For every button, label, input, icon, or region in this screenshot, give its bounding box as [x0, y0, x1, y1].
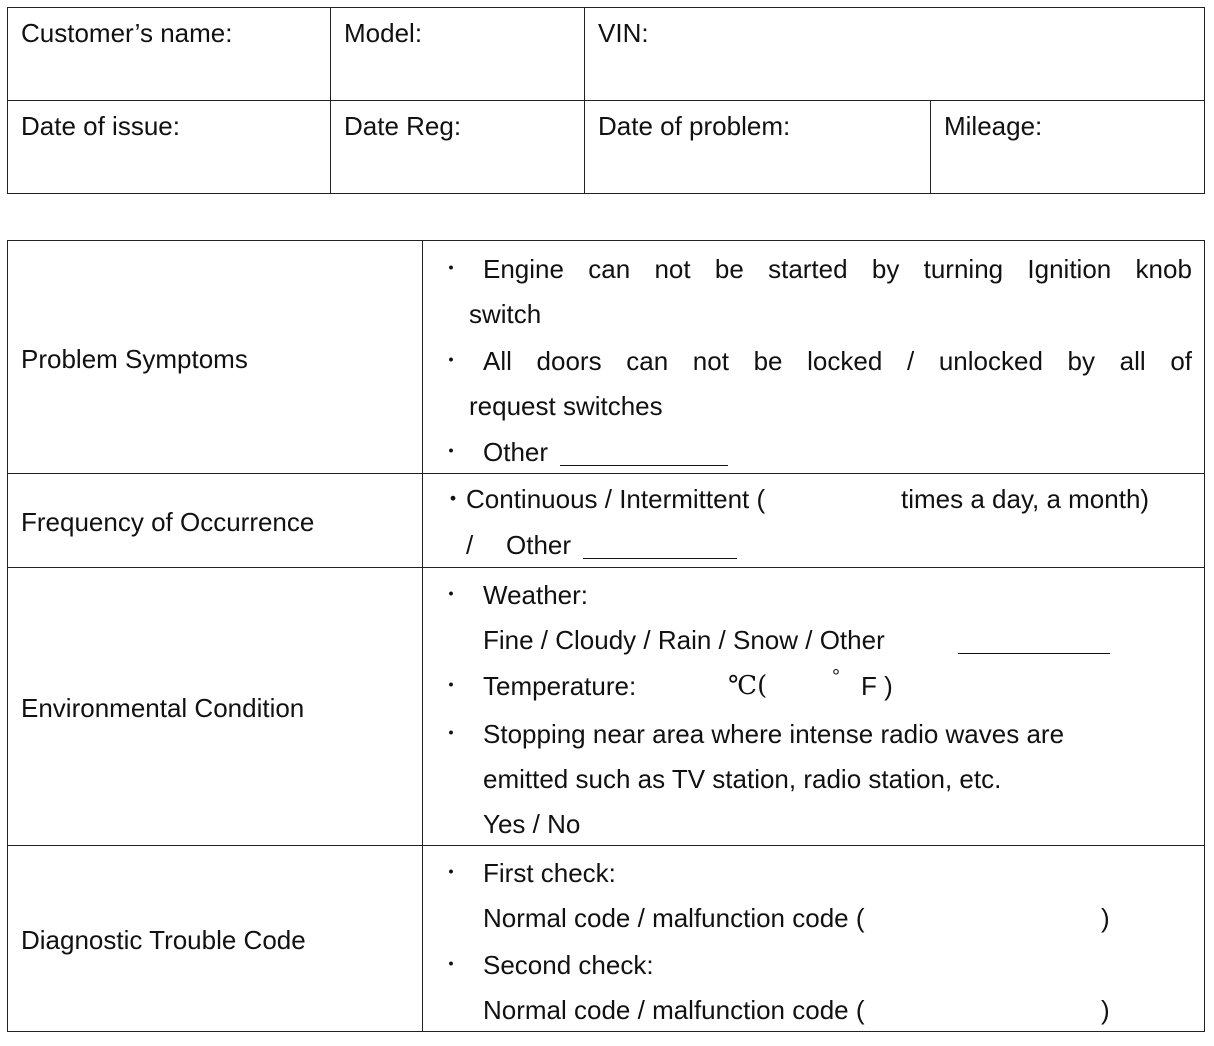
second-check-close: ) — [1101, 995, 1110, 1025]
bullet: ・ — [440, 673, 463, 698]
symptom-word: Ignition — [1027, 254, 1112, 284]
model-label: Model: — [344, 18, 423, 48]
temperature-label: Temperature: — [483, 671, 637, 701]
symptom-other: Other — [483, 437, 549, 467]
first-check-label: First check: — [483, 858, 616, 888]
mileage-label: Mileage: — [944, 111, 1043, 141]
symptom-word: locked — [807, 346, 883, 376]
weather-options: Fine / Cloudy / Rain / Snow / Other — [483, 625, 885, 655]
frequency-label: Frequency of Occurrence — [21, 507, 315, 537]
vin-label: VIN: — [598, 18, 649, 48]
symptom-word: can — [588, 254, 631, 284]
symptom-engine-cont: switch — [469, 299, 542, 329]
bullet: ・ — [440, 582, 463, 607]
frequency-line1-left: ・Continuous / Intermittent ( — [440, 484, 766, 514]
date-of-issue-label: Date of issue: — [21, 111, 180, 141]
symptom-word: of — [1170, 346, 1192, 376]
symptom-word: turning — [923, 254, 1004, 284]
frequency-slash: / — [466, 530, 474, 560]
date-reg-label: Date Reg: — [344, 111, 462, 141]
symptom-word: by — [871, 254, 900, 284]
second-check-options: Normal code / malfunction code ( — [483, 995, 865, 1025]
bullet: ・ — [440, 439, 463, 464]
bullet: ・ — [440, 721, 463, 746]
symptom-word: knob — [1135, 254, 1192, 284]
weather-label: Weather: — [483, 580, 589, 610]
symptom-word: All — [483, 346, 512, 376]
symptom-doors-line — [483, 348, 1192, 374]
symptom-word: / — [906, 346, 915, 376]
degree-symbol: ° — [832, 666, 840, 688]
first-check-close: ) — [1101, 903, 1110, 933]
symptom-engine-line — [483, 256, 1192, 282]
fahrenheit-unit: F ) — [861, 671, 893, 701]
symptom-word: by — [1067, 346, 1096, 376]
dtc-label: Diagnostic Trouble Code — [21, 925, 306, 955]
customer-name-label: Customer’s name: — [21, 18, 233, 48]
radio-waves-line2: emitted such as TV station, radio station, etc. — [483, 764, 1002, 794]
celsius-unit: ℃( — [728, 671, 768, 701]
environmental-label: Environmental Condition — [21, 693, 305, 723]
first-check-options: Normal code / malfunction code ( — [483, 903, 865, 933]
symptom-word: started — [768, 254, 848, 284]
symptom-word: not — [692, 346, 729, 376]
symptom-word: all — [1119, 346, 1146, 376]
frequency-line1-right: times a day, a month) — [901, 484, 1150, 514]
symptom-word: can — [626, 346, 669, 376]
second-check-label: Second check: — [483, 950, 654, 980]
radio-waves-answer: Yes / No — [483, 809, 581, 839]
bullet: ・ — [440, 348, 463, 373]
symptom-word: Engine — [483, 254, 564, 284]
bullet: ・ — [440, 860, 463, 885]
bullet: ・ — [440, 256, 463, 281]
frequency-other: Other — [506, 530, 572, 560]
symptom-word: be — [714, 254, 744, 284]
radio-waves-line1: Stopping near area where intense radio waves are — [483, 719, 1065, 749]
symptom-doors-cont: request switches — [469, 391, 663, 421]
problem-symptoms-label: Problem Symptoms — [21, 344, 248, 374]
symptom-word: be — [753, 346, 783, 376]
symptom-other-blank[interactable] — [560, 465, 728, 466]
date-of-problem-label: Date of problem: — [598, 111, 791, 141]
symptom-word: not — [654, 254, 691, 284]
weather-other-blank[interactable] — [958, 653, 1110, 654]
frequency-other-blank[interactable] — [583, 558, 737, 559]
symptom-word: unlocked — [938, 346, 1043, 376]
symptom-word: doors — [536, 346, 602, 376]
bullet: ・ — [440, 952, 463, 977]
